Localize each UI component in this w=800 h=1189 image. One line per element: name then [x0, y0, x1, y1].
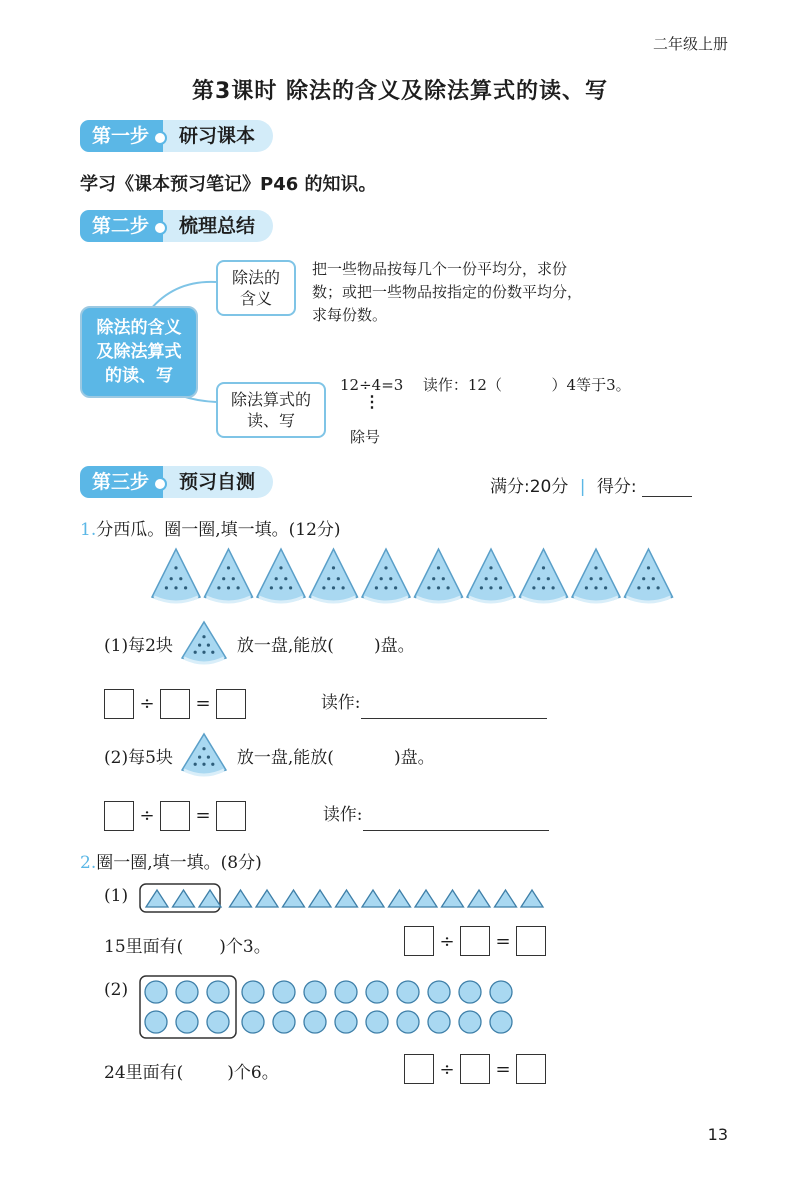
score-field[interactable]: [642, 480, 692, 497]
circle-shape: [304, 981, 326, 1003]
answer-box[interactable]: [516, 1054, 546, 1084]
watermelon-icon: [362, 549, 410, 602]
circle-shape: [207, 981, 229, 1003]
q2-p2-q1: 24里面有(: [104, 1063, 184, 1083]
answer-box[interactable]: [404, 926, 434, 956]
page-number: 13: [707, 1125, 728, 1144]
equals-sign: =: [195, 805, 211, 826]
read-label: 读作：12（: [422, 376, 502, 394]
triangle-shape: [146, 890, 168, 907]
circle-shape: [428, 1011, 450, 1033]
divide-sign: ÷: [139, 805, 155, 826]
q2-p1-question: [104, 932, 271, 957]
circle-shape: [397, 981, 419, 1003]
q2-equation1: [404, 926, 546, 956]
read-end: ）4等于3。: [551, 376, 631, 394]
step1-tag: 第一步: [80, 120, 163, 152]
triangle-shape: [442, 890, 464, 907]
triangle-shape: [173, 890, 195, 907]
equals-sign: =: [195, 693, 211, 714]
answer-box[interactable]: [216, 689, 246, 719]
watermelon-icon: [179, 620, 231, 666]
circle-shape: [490, 1011, 512, 1033]
concept-connectors: [0, 0, 800, 470]
q2-p1-q2: )个3。: [219, 937, 271, 957]
circle-shape: [176, 1011, 198, 1033]
circle-shape: [273, 1011, 295, 1033]
division-formula: 12÷4=3: [340, 376, 404, 394]
divide-sign: ÷: [439, 1058, 455, 1080]
divide-sign: ÷: [439, 930, 455, 952]
answer-box[interactable]: [104, 801, 134, 831]
circle-shape: [304, 1011, 326, 1033]
concept-meaning-desc: 把一些物品按每几个一份平均分，求份 数；或把一些物品按指定的份数平均分， 求每份数。: [312, 260, 583, 324]
answer-box[interactable]: [216, 801, 246, 831]
step3-label: 预习自测: [163, 466, 273, 498]
watermelon-icon: [179, 732, 231, 778]
score-label: 得分:: [596, 477, 637, 497]
full-score: 满分:20分: [490, 477, 569, 497]
q1-p1-post: 放一盘,能放(: [236, 635, 334, 656]
answer-box[interactable]: [160, 801, 190, 831]
watermelon-icon: [182, 734, 226, 775]
concept-formula-line: [340, 374, 631, 395]
circle-shape: [242, 981, 264, 1003]
circle-shape: [490, 981, 512, 1003]
division-sign-label: 除号: [350, 428, 381, 446]
q1-text: 分西瓜。圈一圈,填一填。(12分): [96, 520, 341, 540]
q1-p2-end: )盘。: [393, 747, 435, 768]
circle-shape: [335, 981, 357, 1003]
circle-grid: [138, 974, 528, 1040]
step1-label: 研习课本: [163, 120, 273, 152]
triangle-shape: [199, 890, 221, 907]
q2-equation2: [404, 1054, 546, 1084]
step3-tag: 第三步: [80, 466, 163, 498]
concept-readwrite-box: 除法算式的 读、写: [216, 382, 326, 438]
step3-banner: [80, 466, 273, 498]
step1-text: 学习《课本预习笔记》P46 的知识。: [80, 174, 377, 195]
circle-shape: [207, 1011, 229, 1033]
circle-shape: [428, 981, 450, 1003]
circle-shape: [242, 1011, 264, 1033]
q2-p2-question: [104, 1058, 279, 1083]
triangle-shape: [256, 890, 278, 907]
triangle-shape: [521, 890, 543, 907]
read-answer-line[interactable]: [361, 698, 547, 719]
triangle-shape: [495, 890, 517, 907]
circle-shape: [145, 1011, 167, 1033]
q2-heading: [80, 848, 262, 873]
triangle-shape: [362, 890, 384, 907]
watermelon-icon: [625, 549, 673, 602]
triangle-shape: [230, 890, 252, 907]
triangle-shape: [468, 890, 490, 907]
step2-label: 梳理总结: [163, 210, 273, 242]
read-label: 读作:: [320, 693, 361, 713]
watermelon-icon: [205, 549, 253, 602]
answer-box[interactable]: [404, 1054, 434, 1084]
q1-heading: [80, 515, 341, 540]
q1-equation2: [104, 800, 549, 831]
circle-shape: [335, 1011, 357, 1033]
score-line: [490, 472, 692, 497]
concept-center-box: 除法的含义 及除法算式 的读、写: [80, 306, 198, 398]
circle-shape: [366, 1011, 388, 1033]
score-separator: |: [579, 477, 586, 497]
read-label: 读作:: [322, 805, 363, 825]
vertical-dots-icon: ⋮: [364, 392, 380, 411]
answer-box[interactable]: [104, 689, 134, 719]
circle-shape: [366, 981, 388, 1003]
watermelon-icon: [572, 549, 620, 602]
answer-box[interactable]: [460, 1054, 490, 1084]
q1-part1: [104, 620, 415, 666]
watermelon-icon: [182, 622, 226, 663]
circle-shape: [176, 981, 198, 1003]
circle-shape: [459, 1011, 481, 1033]
watermelon-icon: [152, 549, 200, 602]
q2-number: 2.: [80, 853, 97, 873]
bullet-dot-icon: [153, 477, 167, 491]
answer-box[interactable]: [160, 689, 190, 719]
circle-shape: [459, 981, 481, 1003]
lesson-title: 第3课时 除法的含义及除法算式的读、写: [192, 79, 608, 104]
q1-p2-post: 放一盘,能放(: [236, 747, 334, 768]
q1-p2-pre: (2)每5块: [104, 747, 173, 768]
triangle-shape: [389, 890, 411, 907]
answer-box[interactable]: [460, 926, 490, 956]
concept-meaning-box: 除法的 含义: [216, 260, 296, 316]
q1-number: 1.: [80, 520, 97, 540]
watermelon-icon: [415, 549, 463, 602]
q2-text: 圈一圈,填一填。(8分): [96, 853, 262, 873]
q2-p1-label: (1): [104, 886, 129, 906]
step2-tag: 第二步: [80, 210, 163, 242]
triangle-shape: [336, 890, 358, 907]
read-answer-line[interactable]: [363, 810, 549, 831]
equals-sign: =: [495, 1058, 511, 1080]
q2-p2-q2: )个6。: [227, 1063, 279, 1083]
divide-sign: ÷: [139, 693, 155, 714]
circle-shape: [145, 981, 167, 1003]
triangle-row: [138, 882, 548, 914]
watermelon-icon: [310, 549, 358, 602]
grade-label: 二年级上册: [652, 35, 728, 53]
circle-shape: [273, 981, 295, 1003]
q1-p1-pre: (1)每2块: [104, 635, 173, 656]
answer-box[interactable]: [516, 926, 546, 956]
watermelon-icon: [257, 549, 305, 602]
triangle-shape: [415, 890, 437, 907]
q2-p1-q1: 15里面有(: [104, 937, 184, 957]
q1-equation1: [104, 688, 547, 719]
triangle-shape: [309, 890, 331, 907]
watermelon-icon: [520, 549, 568, 602]
q1-part2: [104, 732, 435, 778]
watermelon-icon: [467, 549, 515, 602]
q1-p1-end: )盘。: [373, 635, 415, 656]
circle-shape: [397, 1011, 419, 1033]
watermelon-row: [150, 545, 680, 607]
equals-sign: =: [495, 930, 511, 952]
q2-p2-label: (2): [104, 980, 129, 1000]
triangle-shape: [283, 890, 305, 907]
